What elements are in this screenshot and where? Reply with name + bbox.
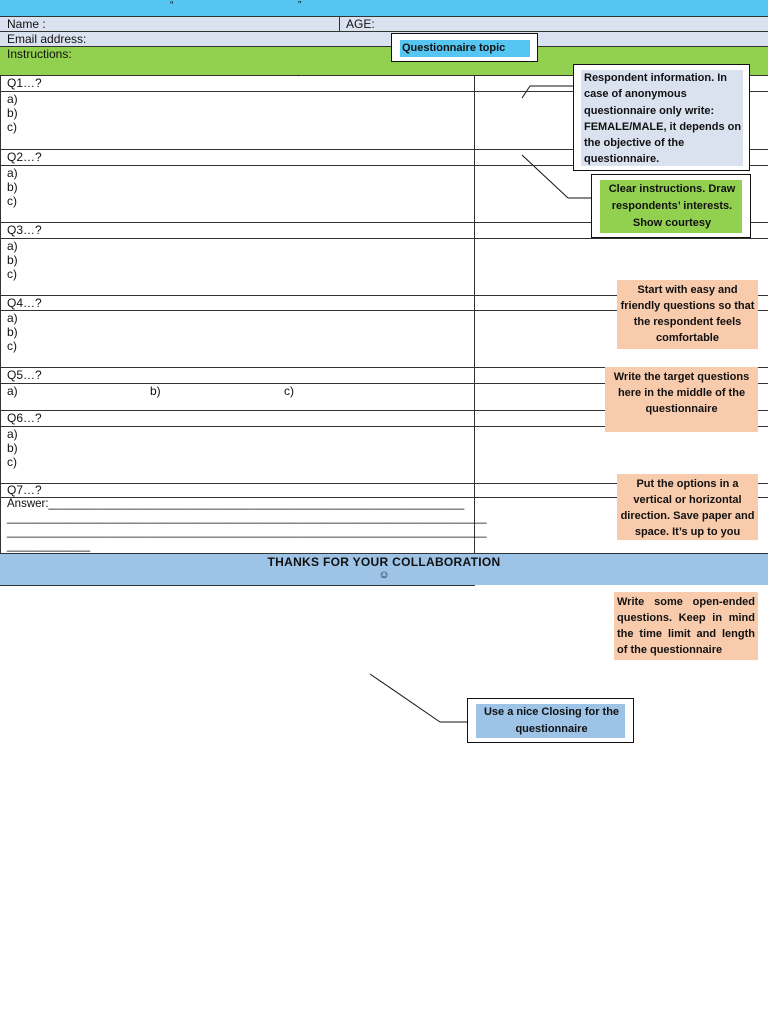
note-respondent xyxy=(573,64,750,171)
option-a[interactable]: a) xyxy=(7,311,18,325)
option-b[interactable]: b) xyxy=(7,441,18,455)
note-topic xyxy=(391,33,538,62)
note-instructions-text: Clear instructions. Draw respondents’ interests. Show courtesy xyxy=(608,183,736,229)
closing-text: THANKS FOR YOUR COLLABORATION xyxy=(267,555,501,569)
option-c[interactable]: c) xyxy=(7,267,17,281)
note-topic-text: Questionnaire topic xyxy=(402,42,506,54)
email-row xyxy=(0,32,768,47)
email-field[interactable]: Email address: xyxy=(7,32,87,46)
name-field[interactable]: Name : xyxy=(7,17,46,31)
option-a[interactable]: a) xyxy=(7,92,18,106)
option-a[interactable]: a) xyxy=(7,239,18,253)
question-7-label: Q7…? xyxy=(7,483,42,497)
form-header-bar xyxy=(0,0,768,17)
name-age-divider xyxy=(339,17,340,31)
option-c[interactable]: c) xyxy=(284,384,294,398)
option-a[interactable]: a) xyxy=(7,427,18,441)
answer-line: _____________ xyxy=(7,540,91,552)
name-row xyxy=(0,17,768,32)
option-c[interactable]: c) xyxy=(7,455,17,469)
note-closing-text: Use a nice Closing for the questionnaire xyxy=(483,706,620,735)
questionnaire-form xyxy=(0,0,501,586)
question-4-label: Q4…? xyxy=(7,296,42,310)
question-6-label: Q6…? xyxy=(7,411,42,425)
option-b[interactable]: b) xyxy=(150,384,161,398)
option-a[interactable]: a) xyxy=(7,166,18,180)
note-respondent-text: Respondent information. In case of anonymous questionnaire only write: FEMALE/MALE, it depends on the objective of the questionnaire. xyxy=(584,72,742,166)
option-b[interactable]: b) xyxy=(7,180,18,194)
question-5-label: Q5…? xyxy=(7,368,42,382)
answer-line: Answer:_________________________________________________________________ xyxy=(7,498,465,510)
smiley-icon: ☺ xyxy=(378,569,390,581)
note-easy-questions: Start with easy and friendly questions so that the respondent feels comfortable xyxy=(617,280,758,349)
note-target-questions: Write the target questions here in the middle of the questionnaire xyxy=(605,367,758,432)
question-2-label: Q2…? xyxy=(7,150,42,164)
question-3-label: Q3…? xyxy=(7,223,42,237)
option-b[interactable]: b) xyxy=(7,325,18,339)
close-quote: ” xyxy=(298,0,302,11)
option-c[interactable]: c) xyxy=(7,339,17,353)
note-options-direction: Put the options in a vertical or horizontal direction. Save paper and space. It’s up to you xyxy=(617,474,758,540)
option-c[interactable]: c) xyxy=(7,194,17,208)
option-c[interactable]: c) xyxy=(7,120,17,134)
option-b[interactable]: b) xyxy=(7,253,18,267)
answer-line: ___________________________________________________________________________ xyxy=(7,526,487,538)
instructions-field[interactable]: Instructions: xyxy=(7,47,72,61)
option-a[interactable]: a) xyxy=(7,384,18,398)
closing-row xyxy=(0,554,768,585)
age-field[interactable]: AGE: xyxy=(346,17,375,31)
note-instructions xyxy=(591,174,751,238)
note-closing xyxy=(467,698,634,743)
open-quote: “ xyxy=(170,0,174,11)
question-1-label: Q1…? xyxy=(7,76,42,90)
answer-line: ___________________________________________________________________________ xyxy=(7,512,487,524)
note-open-ended: Write some open-ended questions. Keep in mind the time limit and length of the questionnaire xyxy=(614,592,758,660)
option-b[interactable]: b) xyxy=(7,106,18,120)
